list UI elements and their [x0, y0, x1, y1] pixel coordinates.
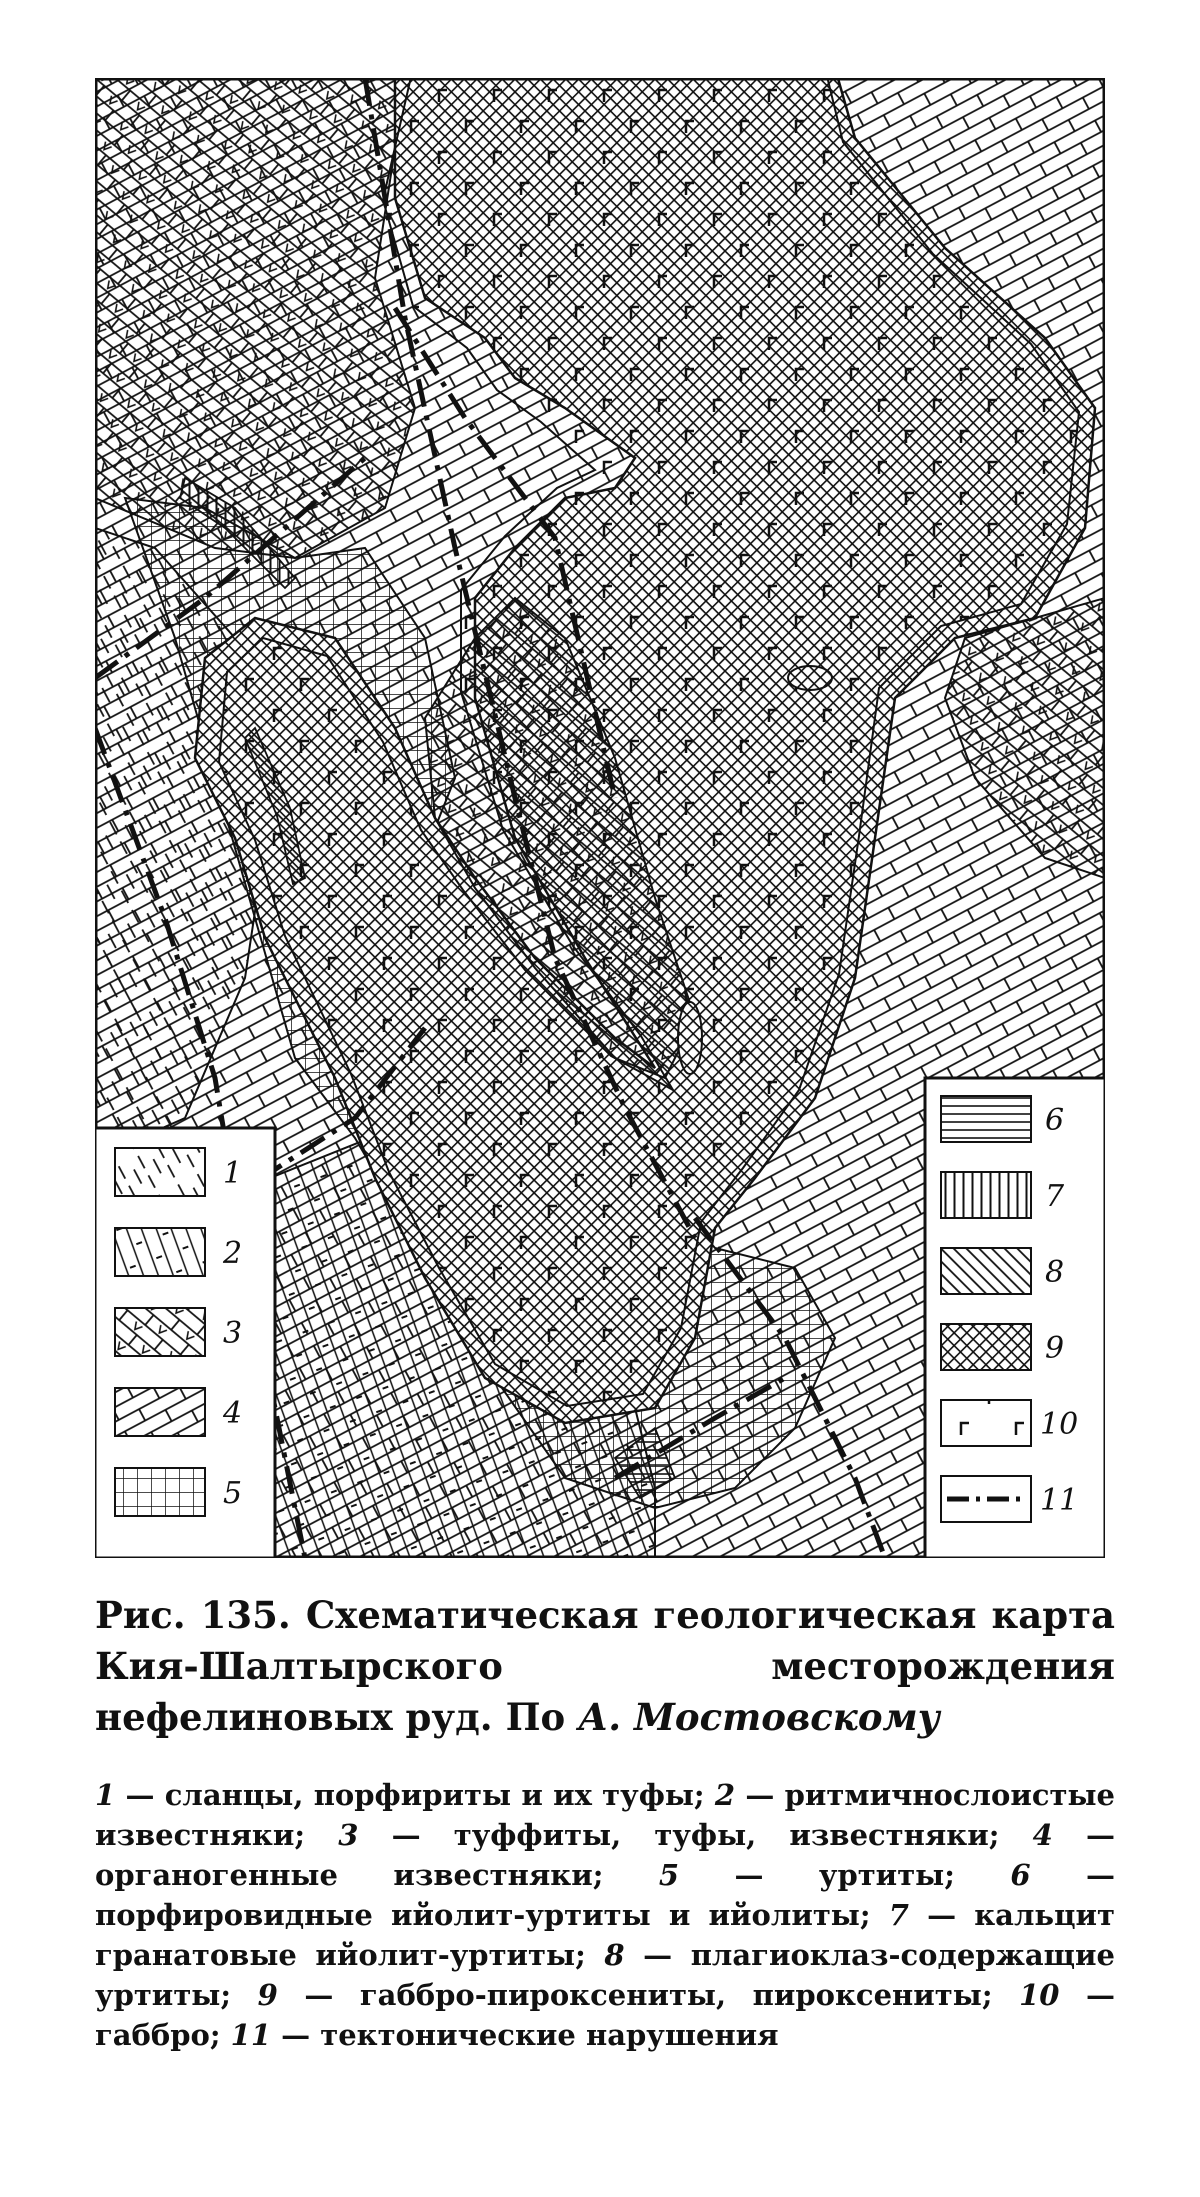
- geological-map: [95, 78, 1105, 1558]
- legend-text-3: — туффиты, туфы, известняки;: [358, 1818, 1033, 1852]
- legend-label-1: 1: [223, 1156, 243, 1191]
- legend-label-6: 6: [1045, 1103, 1065, 1138]
- caption-legend-text: [95, 1775, 1115, 2055]
- legend-text-num-11: 11: [230, 2018, 272, 2052]
- legend-text-8: — плагиоклаз-содержащие уртиты;: [95, 1938, 1115, 2012]
- legend-swatch-1: [115, 1148, 205, 1196]
- unit-9-lens: [788, 666, 832, 690]
- legend-text-6: — порфировидные ийолит-уртиты и ийолиты;: [95, 1858, 1115, 1932]
- legend-swatch-10: [941, 1400, 1031, 1446]
- legend-text-11: — тектонические нарушения: [271, 2018, 779, 2052]
- legend-label-3: 3: [223, 1316, 243, 1351]
- legend-swatch-9: [941, 1324, 1031, 1370]
- legend-text-num-4: 4: [1032, 1818, 1053, 1852]
- legend-label-10: 10: [1040, 1407, 1079, 1442]
- legend-text-num-3: 3: [338, 1818, 359, 1852]
- legend-label-7: 7: [1045, 1179, 1065, 1214]
- unit-9-lens-2: [678, 1002, 702, 1074]
- legend-swatch-2: [115, 1228, 205, 1276]
- legend-label-5: 5: [223, 1476, 243, 1511]
- legend-label-11: 11: [1040, 1483, 1079, 1518]
- legend-text-num-1: 1: [95, 1778, 116, 1812]
- legend-text-num-9: 9: [257, 1978, 278, 2012]
- figure-title: Схематическая геологическая карта Кия-Шалтырского месторождения нефелиновых руд.: [95, 1593, 1115, 1739]
- legend-text-2: — ритмичнослоистые известняки;: [95, 1778, 1115, 1852]
- legend-swatch-8: [941, 1248, 1031, 1294]
- legend-swatch-5: [115, 1468, 205, 1516]
- figure-number: Рис. 135.: [95, 1593, 291, 1637]
- legend-label-8: 8: [1045, 1255, 1065, 1290]
- legend-swatch-4: [115, 1388, 205, 1436]
- figure-author: А. Мостовскому: [578, 1695, 940, 1739]
- legend-label-2: 2: [223, 1236, 243, 1271]
- legend-swatch-6: [941, 1096, 1031, 1142]
- legend-text-num-8: 8: [604, 1938, 625, 1972]
- legend-text-1: — сланцы, порфириты и их туфы;: [115, 1778, 715, 1812]
- legend-left: [95, 1128, 275, 1558]
- legend-text-9: — габбро-пироксениты, пироксениты;: [277, 1978, 1020, 2012]
- legend-text-num-6: 6: [1010, 1858, 1031, 1892]
- legend-text-4: — органогенные известняки;: [95, 1818, 1115, 1892]
- legend-swatch-3: [115, 1308, 205, 1356]
- legend-text-10: — габбро;: [95, 1978, 1115, 2052]
- legend-text-num-7: 7: [888, 1898, 909, 1932]
- legend-label-9: 9: [1045, 1331, 1065, 1366]
- legend-text-num-5: 5: [658, 1858, 680, 1892]
- figure-caption: [95, 1590, 1115, 2055]
- legend-right: [925, 1078, 1105, 1558]
- legend-label-4: 4: [223, 1396, 243, 1431]
- legend-text-num-10: 10: [1019, 1978, 1060, 2012]
- legend-swatch-7: [941, 1172, 1031, 1218]
- legend-text-num-2: 2: [714, 1778, 736, 1812]
- legend-text-5: — уртиты;: [679, 1858, 1011, 1892]
- caption-title: [95, 1590, 1115, 1743]
- legend-text-7: — кальцит гранатовые ийолит-уртиты;: [95, 1898, 1115, 1972]
- figure-by: По: [505, 1695, 566, 1739]
